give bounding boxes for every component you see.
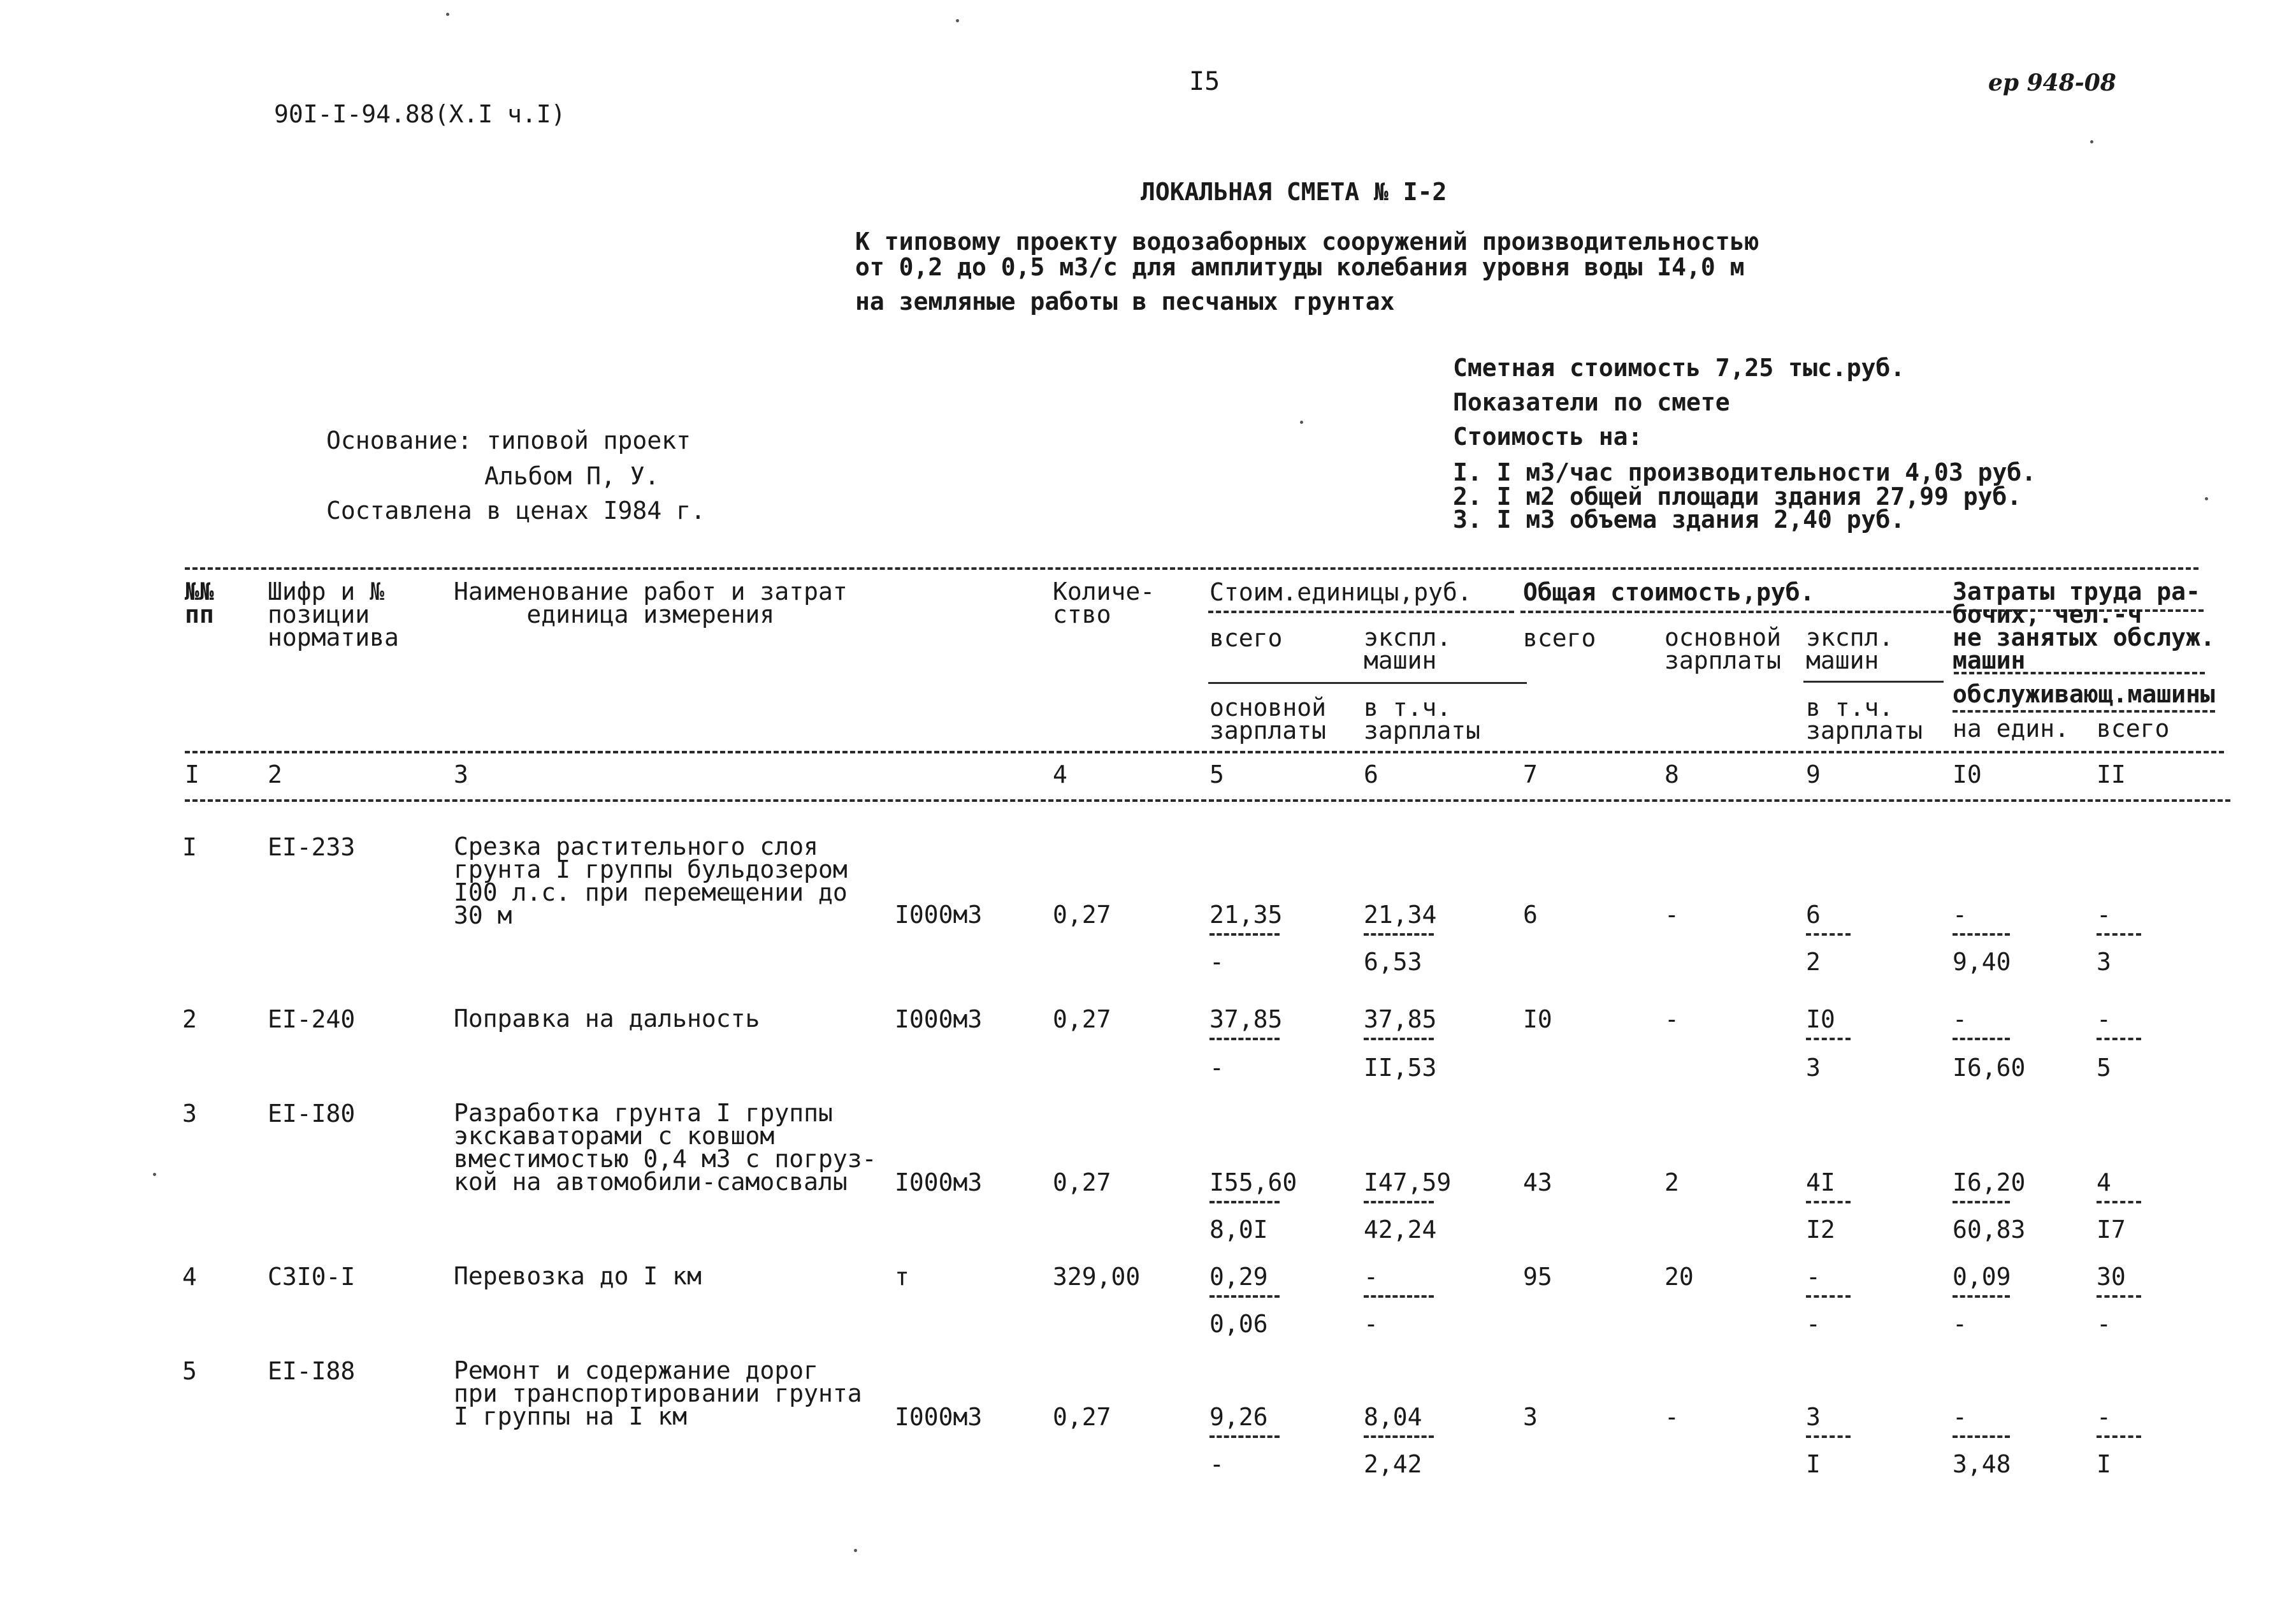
total-cost-wage: - bbox=[1664, 1403, 1679, 1431]
row-code: EI-240 bbox=[268, 1005, 356, 1033]
table-top-rule bbox=[185, 567, 2199, 570]
labor-per-unit-machines: 3,48 bbox=[1953, 1450, 2011, 1478]
row-number: I bbox=[182, 833, 197, 861]
basis-line-2: Альбом П, У. bbox=[484, 462, 660, 490]
fraction-rule bbox=[1364, 1038, 1434, 1040]
row-number: 3 bbox=[182, 1100, 197, 1128]
unit-cost-wage: - bbox=[1209, 948, 1224, 976]
labor-per-unit-machines: 9,40 bbox=[1953, 948, 2011, 976]
fraction-rule bbox=[1364, 933, 1434, 936]
header-tc-machines: экспл. машин bbox=[1806, 623, 1894, 675]
unit-cost-total: 9,26 bbox=[1209, 1403, 1268, 1431]
row-number: 2 bbox=[182, 1005, 197, 1033]
unit-cost-group-rule bbox=[1208, 611, 1514, 613]
page-number: I5 bbox=[1189, 67, 1220, 96]
fraction-rule bbox=[1953, 1295, 2010, 1298]
total-cost-total: 95 bbox=[1523, 1263, 1552, 1291]
row-name: Поправка на дальность bbox=[454, 1005, 760, 1033]
total-cost-total: I0 bbox=[1523, 1005, 1552, 1033]
fraction-rule bbox=[1953, 1201, 2010, 1203]
labor-per-unit: - bbox=[1953, 1005, 1967, 1033]
fraction-rule bbox=[1364, 1435, 1434, 1438]
column-number-rule bbox=[185, 799, 2230, 802]
unit-cost-wage: 8,0I bbox=[1209, 1216, 1268, 1244]
header-bottom-rule bbox=[185, 751, 2224, 753]
total-cost-machines: I0 bbox=[1806, 1005, 1835, 1033]
unit-cost-split-rule bbox=[1208, 682, 1527, 684]
labor-total-machines: I bbox=[2097, 1450, 2111, 1478]
labor-per-unit-machines: I6,60 bbox=[1953, 1054, 2026, 1082]
header-uc-machine-wage: в т.ч. зарплаты bbox=[1364, 693, 1481, 745]
row-unit: I000м3 bbox=[895, 901, 983, 929]
header-labor-total: всего bbox=[2097, 715, 2170, 743]
fraction-rule bbox=[1209, 1201, 1280, 1203]
header-uc-machines: экспл. машин bbox=[1364, 623, 1452, 675]
total-cost-wage: 2 bbox=[1664, 1168, 1679, 1196]
labor-per-unit: 0,09 bbox=[1953, 1263, 2011, 1291]
archive-stamp: ер 948-08 bbox=[1988, 69, 2116, 96]
header-name: Наименование работ и затрат единица измерения bbox=[454, 577, 848, 629]
unit-cost-machine-wage: 42,24 bbox=[1364, 1216, 1437, 1244]
total-cost-machine-wage: I2 bbox=[1806, 1216, 1835, 1244]
header-labor-machines: обслуживающ.машины bbox=[1953, 682, 2215, 713]
fraction-rule bbox=[1953, 1435, 2010, 1438]
total-cost-machine-wage: - bbox=[1806, 1310, 1821, 1338]
fraction-rule bbox=[1806, 1295, 1851, 1298]
cost-item-2: 2. I м2 общей площади здания 27,99 руб. bbox=[1453, 483, 2022, 511]
row-unit: I000м3 bbox=[895, 1168, 983, 1196]
row-code: EI-I88 bbox=[268, 1357, 356, 1385]
total-cost-machines: 3 bbox=[1806, 1403, 1821, 1431]
column-number-6: 6 bbox=[1364, 760, 1378, 788]
header-qty: Количе- ство bbox=[1053, 577, 1155, 629]
total-cost-group-rule bbox=[1520, 611, 1951, 613]
row-name: Ремонт и содержание дорог при транспортировании грунта I группы на I км bbox=[454, 1356, 862, 1431]
labor-total: - bbox=[2097, 1403, 2111, 1431]
cost-item-1: I. I м3/час производительности 4,03 руб. bbox=[1453, 458, 2037, 486]
document-code: 90I-I-94.88(X.I ч.I) bbox=[274, 100, 566, 128]
unit-cost-machines: I47,59 bbox=[1364, 1168, 1452, 1196]
unit-cost-wage: - bbox=[1209, 1450, 1224, 1478]
row-number: 5 bbox=[182, 1357, 197, 1385]
total-cost-wage: 20 bbox=[1664, 1263, 1694, 1291]
fraction-rule bbox=[1953, 933, 2010, 936]
estimate-indicators: Показатели по смете bbox=[1453, 388, 1730, 416]
row-name: Перевозка до I км bbox=[454, 1262, 702, 1290]
column-number-3: 3 bbox=[454, 760, 468, 788]
fraction-rule bbox=[1806, 1038, 1851, 1040]
unit-cost-machines: 8,04 bbox=[1364, 1403, 1422, 1431]
labor-per-unit-machines: 60,83 bbox=[1953, 1216, 2026, 1244]
labor-total: - bbox=[2097, 1005, 2111, 1033]
fraction-rule bbox=[2097, 1435, 2141, 1438]
unit-cost-machine-wage: - bbox=[1364, 1310, 1378, 1338]
row-unit: I000м3 bbox=[895, 1005, 983, 1033]
row-name: Срезка растительного слоя грунта I группы бульдозером I00 л.с. при перемещении до 30 м bbox=[454, 832, 848, 930]
column-number-4: 4 bbox=[1053, 760, 1067, 788]
fraction-rule bbox=[1806, 1201, 1851, 1203]
fraction-rule bbox=[2097, 1201, 2141, 1203]
subtitle-line-2: от 0,2 до 0,5 м3/с для амплитуды колебания уровня воды I4,0 м bbox=[855, 253, 1745, 281]
unit-cost-machine-wage: 6,53 bbox=[1364, 948, 1422, 976]
row-quantity: 0,27 bbox=[1053, 1005, 1111, 1033]
subtitle-line-3: на земляные работы в песчаных грунтах bbox=[855, 287, 1395, 316]
subtitle-line-1: К типовому проекту водозаборных сооружений производительностью bbox=[855, 228, 1759, 256]
unit-cost-total: 21,35 bbox=[1209, 901, 1283, 929]
labor-per-unit: I6,20 bbox=[1953, 1168, 2026, 1196]
fraction-rule bbox=[1209, 1295, 1280, 1298]
total-cost-machines: 4I bbox=[1806, 1168, 1835, 1196]
total-cost-machine-wage: 3 bbox=[1806, 1054, 1821, 1082]
header-total-cost: Общая стоимость,руб. bbox=[1523, 578, 1815, 606]
unit-cost-wage: - bbox=[1209, 1054, 1224, 1082]
row-quantity: 0,27 bbox=[1053, 901, 1111, 929]
fraction-rule bbox=[1209, 933, 1280, 936]
header-labor-unit: на един. bbox=[1953, 715, 2070, 743]
total-cost-total: 43 bbox=[1523, 1168, 1552, 1196]
row-quantity: 0,27 bbox=[1053, 1403, 1111, 1431]
total-cost-machines: 6 bbox=[1806, 901, 1821, 929]
total-cost-total: 6 bbox=[1523, 901, 1538, 929]
labor-total: 30 bbox=[2097, 1263, 2126, 1291]
estimate-cost: Сметная стоимость 7,25 тыс.руб. bbox=[1453, 354, 1905, 382]
header-labor: Затраты труда ра- бочих, чел.-ч не занятых обслуж. машин bbox=[1953, 577, 2215, 675]
unit-cost-total: 37,85 bbox=[1209, 1005, 1283, 1033]
row-code: C3I0-I bbox=[268, 1263, 356, 1291]
fraction-rule bbox=[1364, 1201, 1434, 1203]
unit-cost-machines: 37,85 bbox=[1364, 1005, 1437, 1033]
row-quantity: 0,27 bbox=[1053, 1168, 1111, 1196]
machine-cost-split-rule bbox=[1803, 681, 1944, 683]
header-num: №№ пп bbox=[185, 577, 214, 629]
labor-per-unit: - bbox=[1953, 1403, 1967, 1431]
cost-item-3: 3. I м3 объема здания 2,40 руб. bbox=[1453, 505, 1905, 534]
row-name: Разработка грунта I группы экскаваторами с ковшом вместимостью 0,4 м3 с погруз- кой на автомобили-самосвалы bbox=[454, 1099, 877, 1196]
unit-cost-machine-wage: 2,42 bbox=[1364, 1450, 1422, 1478]
labor-total-machines: 5 bbox=[2097, 1054, 2111, 1082]
unit-cost-machines: - bbox=[1364, 1263, 1378, 1291]
basis-line-3: Составлена в ценах I984 г. bbox=[326, 497, 705, 525]
fraction-rule bbox=[1209, 1435, 1280, 1438]
basis-line-1: Основание: типовой проект bbox=[326, 426, 691, 454]
column-number-7: 7 bbox=[1523, 760, 1538, 788]
fraction-rule bbox=[1806, 933, 1851, 936]
unit-cost-total: 0,29 bbox=[1209, 1263, 1268, 1291]
fraction-rule bbox=[1806, 1435, 1851, 1438]
labor-total-machines: I7 bbox=[2097, 1216, 2126, 1244]
total-cost-machines: - bbox=[1806, 1263, 1821, 1291]
row-code: EI-233 bbox=[268, 833, 356, 861]
total-cost-total: 3 bbox=[1523, 1403, 1538, 1431]
row-number: 4 bbox=[182, 1263, 197, 1291]
fraction-rule bbox=[2097, 1038, 2141, 1040]
fraction-rule bbox=[2097, 933, 2141, 936]
header-tc-wage: основной зарплаты bbox=[1664, 623, 1782, 675]
labor-total-machines: - bbox=[2097, 1310, 2111, 1338]
fraction-rule bbox=[1209, 1038, 1280, 1040]
fraction-rule bbox=[1364, 1295, 1434, 1298]
unit-cost-total: I55,60 bbox=[1209, 1168, 1297, 1196]
row-unit: т bbox=[895, 1263, 909, 1291]
total-cost-wage: - bbox=[1664, 1005, 1679, 1033]
column-number-5: 5 bbox=[1209, 760, 1224, 788]
column-number-11: II bbox=[2097, 760, 2126, 788]
column-number-1: I bbox=[185, 760, 199, 788]
labor-per-unit: - bbox=[1953, 901, 1967, 929]
column-number-2: 2 bbox=[268, 760, 282, 788]
page-title: ЛОКАЛЬНАЯ СМЕТА № I-2 bbox=[1141, 178, 1447, 206]
labor-per-unit-machines: - bbox=[1953, 1310, 1967, 1338]
total-cost-machine-wage: I bbox=[1806, 1450, 1821, 1478]
column-number-8: 8 bbox=[1664, 760, 1679, 788]
header-uc-total: всего bbox=[1209, 624, 1283, 652]
header-tc-machine-wage: в т.ч. зарплаты bbox=[1806, 693, 1923, 745]
row-unit: I000м3 bbox=[895, 1403, 983, 1431]
total-cost-wage: - bbox=[1664, 901, 1679, 929]
unit-cost-wage: 0,06 bbox=[1209, 1310, 1268, 1338]
header-unit-cost: Стоим.единицы,руб. bbox=[1209, 578, 1472, 606]
unit-cost-machine-wage: II,53 bbox=[1364, 1054, 1437, 1082]
header-uc-wage: основной зарплаты bbox=[1209, 693, 1327, 745]
column-number-10: I0 bbox=[1953, 760, 1982, 788]
unit-cost-machines: 21,34 bbox=[1364, 901, 1437, 929]
fraction-rule bbox=[2097, 1295, 2141, 1298]
row-code: EI-I80 bbox=[268, 1100, 356, 1128]
header-tc-total: всего bbox=[1523, 624, 1596, 652]
labor-total: 4 bbox=[2097, 1168, 2111, 1196]
cost-on-label: Стоимость на: bbox=[1453, 423, 1643, 451]
column-number-9: 9 bbox=[1806, 760, 1821, 788]
header-code: Шифр и № позиции норматива bbox=[268, 577, 399, 652]
labor-total: - bbox=[2097, 901, 2111, 929]
row-quantity: 329,00 bbox=[1053, 1263, 1141, 1291]
total-cost-machine-wage: 2 bbox=[1806, 948, 1821, 976]
labor-total-machines: 3 bbox=[2097, 948, 2111, 976]
fraction-rule bbox=[1953, 1038, 2010, 1040]
